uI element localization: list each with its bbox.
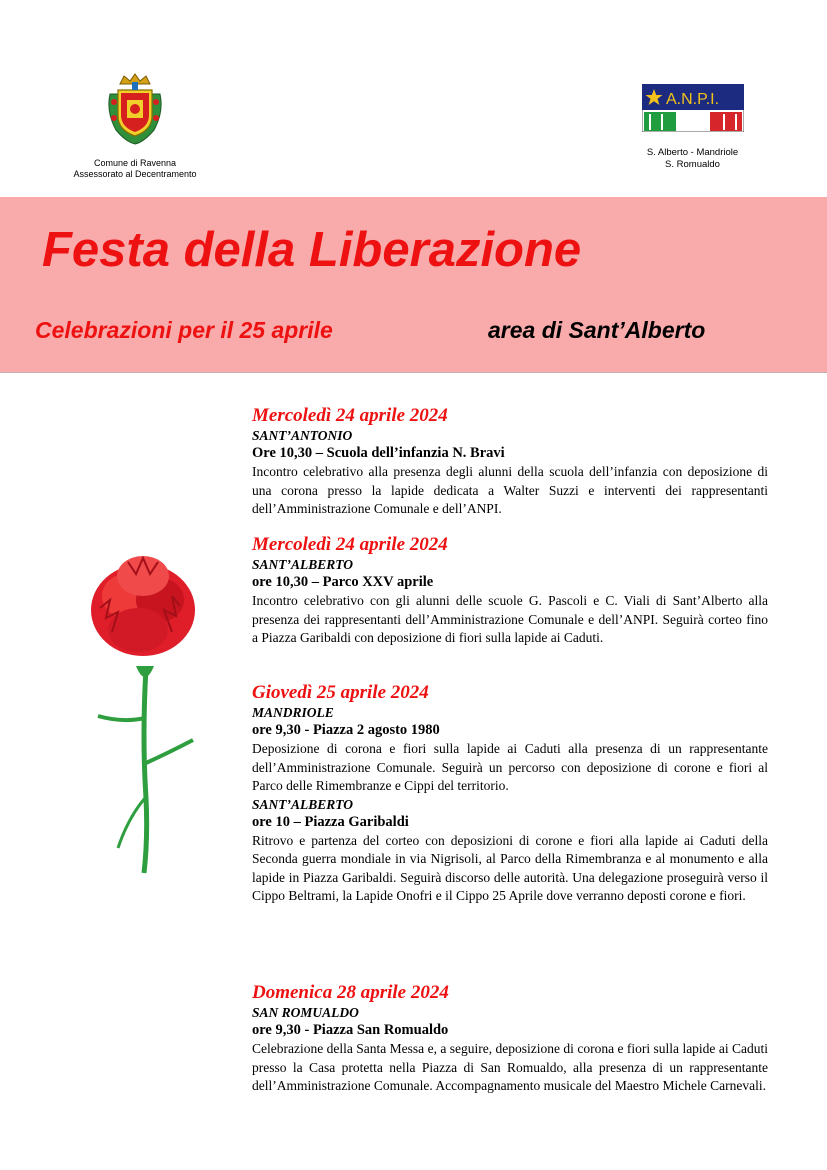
red-carnation-icon — [88, 548, 198, 878]
event-time: Ore 10,30 – Scuola dell’infanzia N. Bravi — [252, 445, 505, 461]
event-2 — [252, 534, 768, 648]
event-date: Domenica 28 aprile 2024 — [252, 982, 449, 1003]
event-description: Deposizione di corona e fiori sulla lapide ai Caduti alla presenza di un rappresentante dell’Amministrazione Comunale. Seguirà un percorso con deposizione di corone e fiori al Parco delle Rimembranze e Cippi del territorio. — [252, 741, 768, 793]
left-caption-line1: Comune di Ravenna — [93, 158, 177, 168]
page-subtitle: Celebrazioni per il 25 aprile — [35, 317, 333, 343]
area-label: area di Sant’Alberto — [488, 317, 706, 343]
right-caption-line1: S. Alberto - Mandriole — [646, 147, 739, 158]
event-date: Mercoledì 24 aprile 2024 — [252, 534, 448, 555]
event-time-second: ore 10 – Piazza Garibaldi — [252, 813, 409, 830]
ravenna-crest-icon — [102, 72, 168, 146]
anpi-flag-icon — [642, 84, 744, 132]
anpi-logo-text: A.N.P.I. — [665, 91, 719, 108]
comune-ravenna-logo — [70, 72, 200, 180]
event-place: MANDRIOLE — [252, 705, 334, 720]
event-description: Celebrazione della Santa Messa e, a seguire, deposizione di corona e fiori sulla lapide ai Caduti presso la Casa protetta nella Piazza di San Romualdo, alla presenza di un rappresentante dell’Amministrazione Comunale. Accompagnamento musicale del Maestro Michele Carnevali. — [252, 1041, 768, 1093]
event-place: SAN ROMUALDO — [252, 1005, 359, 1020]
event-3 — [252, 682, 768, 906]
event-description: Incontro celebrativo alla presenza degli alunni della scuola dell’infanzia con deposizione di una corona presso la lapide dedicata a Walter Suzzi e interventi dei rappresentanti dell’Amministrazione Comunale e dell’ANPI. — [252, 464, 768, 516]
right-caption-line2: S. Romualdo — [665, 159, 720, 170]
left-caption-line2: Assessorato al Decentramento — [73, 169, 197, 179]
event-time: ore 9,30 - Piazza San Romualdo — [252, 1022, 449, 1038]
event-place: SANT’ALBERTO — [252, 557, 354, 572]
event-1 — [252, 405, 768, 519]
event-time: ore 10,30 – Parco XXV aprile — [252, 574, 434, 590]
event-description-second: Ritrovo e partenza del corteo con deposizioni di corone e fiori alla lapide ai Caduti della Seconda guerra mondiale in via Nigrisoli, al Parco della Rimembranza e al monumento e alla lapide in Piazza Garibaldi. Seguirà discorso delle autorità. Una delegazione proseguirà verso il Cippo Beltrami, la Lapide Onofri e il Cippo 25 Aprile dove verranno deposti corone e fiori. — [252, 832, 768, 903]
event-place-second: SANT’ALBERTO — [252, 796, 354, 812]
page-title: Festa della Liberazione — [42, 223, 582, 277]
event-description: Incontro celebrativo con gli alunni delle scuole G. Pascoli e C. Viali di Sant’Alberto alla presenza dei rappresentanti dell’Amministrazione Comunale e dell’ANPI. Seguirà corteo fino a Piazza Garibaldi con deposizione di fiori sulla lapide ai Caduti. — [252, 593, 768, 645]
anpi-logo — [630, 84, 755, 171]
event-date: Mercoledì 24 aprile 2024 — [252, 405, 448, 426]
event-4 — [252, 982, 768, 1096]
event-date: Giovedì 25 aprile 2024 — [252, 682, 429, 703]
event-time: ore 9,30 - Piazza 2 agosto 1980 — [252, 722, 440, 738]
event-place: SANT’ANTONIO — [252, 428, 353, 443]
